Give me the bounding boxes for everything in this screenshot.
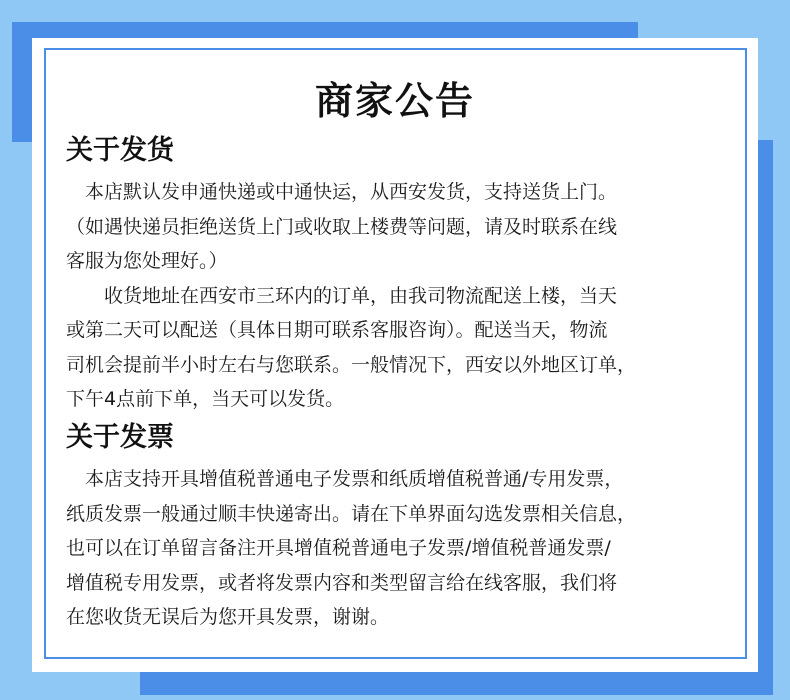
page-title: 商家公告 bbox=[314, 79, 475, 123]
invoice-line: 也可以在订单留言备注开具增值税普通电子发票/增值税普通发票/ bbox=[66, 537, 611, 559]
shipping-line: 收货地址在西安市三环内的订单，由我司物流配送上楼，当天 bbox=[66, 284, 618, 307]
shipping-line: 下午4点前下单，当天可以发货。 bbox=[66, 388, 345, 410]
shipping-line: 司机会提前半小时左右与您联系。一般情况下，西安以外地区订单， bbox=[66, 353, 637, 376]
invoice-heading: 关于发票 bbox=[66, 422, 174, 453]
shipping-section bbox=[66, 133, 736, 417]
shipping-heading: 关于发货 bbox=[66, 135, 174, 166]
shipping-line: 或第二天可以配送（具体日期可联系客服咨询）。配送当天，物流 bbox=[66, 319, 608, 341]
invoice-line: 增值税专用发票，或者将发票内容和类型留言给在线客服，我们将 bbox=[66, 571, 618, 594]
shipping-line: 本店默认发申通快递或中通快运，从西安发货，支持送货上门。 bbox=[66, 181, 618, 203]
shipping-line: （如遇快递员拒绝送货上门或收取上楼费等问题，请及时联系在线 bbox=[66, 215, 618, 238]
invoice-section bbox=[66, 420, 736, 635]
shipping-line: 客服为您处理好。） bbox=[66, 250, 228, 272]
invoice-line: 在您收货无误后为您开具发票，谢谢。 bbox=[66, 606, 390, 628]
invoice-line: 纸质发票一般通过顺丰快递寄出。请在下单界面勾选发票相关信息， bbox=[66, 502, 637, 525]
invoice-line: 本店支持开具增值税普通电子发票和纸质增值税普通/专用发票， bbox=[66, 468, 624, 490]
